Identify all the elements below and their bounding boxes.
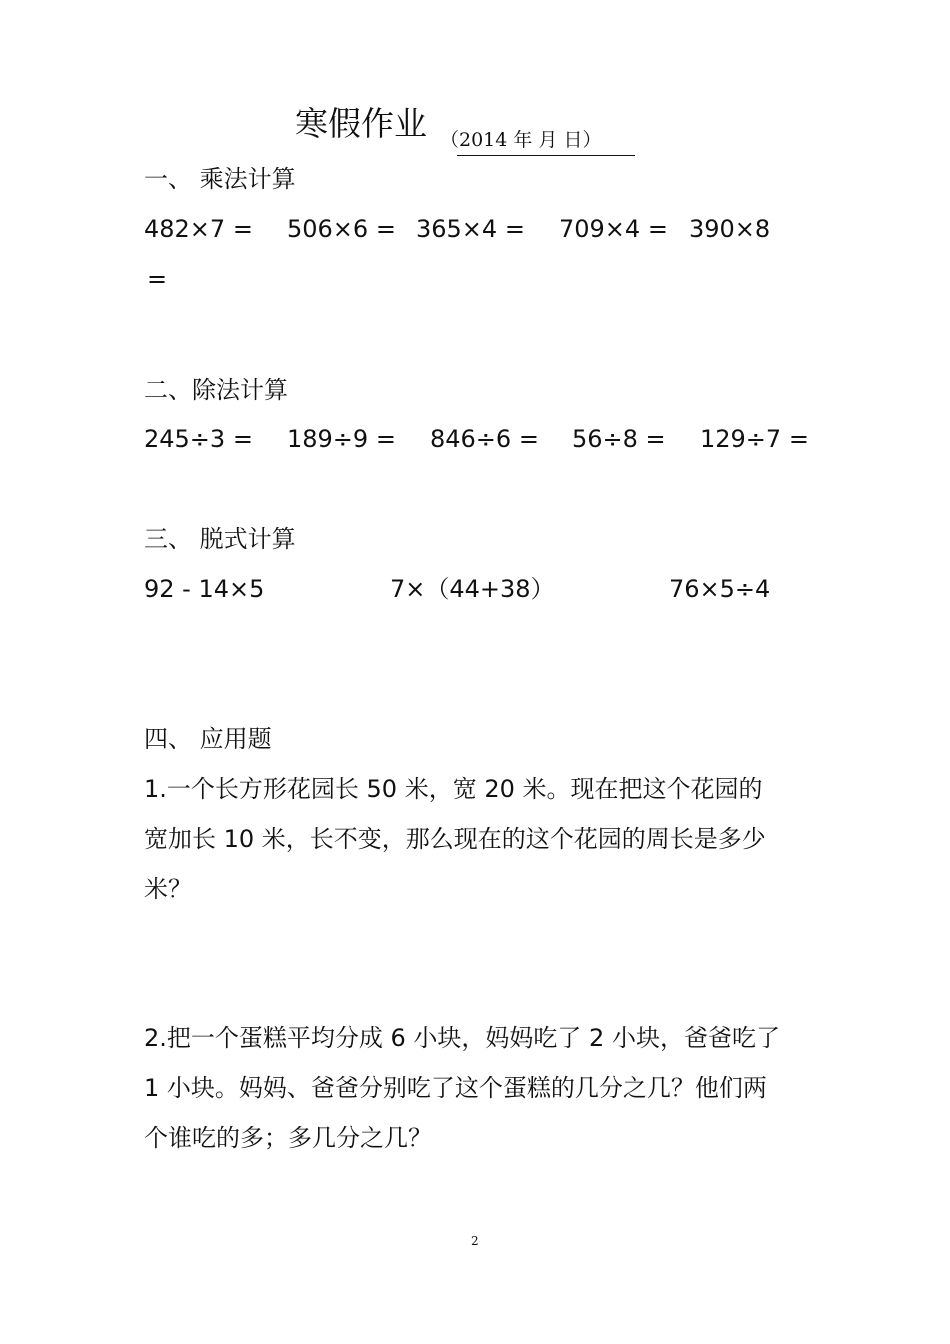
multiplication-problem: 482×7 = <box>144 215 253 243</box>
division-problem: 189÷9 = <box>287 425 396 453</box>
multiplication-problem: 506×6 = <box>287 215 396 243</box>
word-problem-2-line: 个谁吃的多；多几分之几？ <box>144 1124 432 1152</box>
multiplication-problem: 365×4 = <box>416 215 525 243</box>
division-problem: 846÷6 = <box>430 425 539 453</box>
mixed-calculation-problem: 7×（44+38） <box>390 575 555 603</box>
date-field: （2014 年 月 日） <box>440 129 602 151</box>
division-problem: 245÷3 = <box>144 425 253 453</box>
word-problem-2-line: 2.把一个蛋糕平均分成 6 小块，妈妈吃了 2 小块，爸爸吃了 <box>144 1024 780 1052</box>
word-problem-1-line: 宽加长 10 米，长不变，那么现在的这个花园的周长是多少 <box>144 825 766 853</box>
mixed-calculation-problem: 92 - 14×5 <box>144 575 265 603</box>
word-problem-1-line: 1.一个长方形花园长 50 米，宽 20 米。现在把这个花园的 <box>144 775 763 803</box>
page-number: 2 <box>471 1234 479 1248</box>
division-problem: 56÷8 = <box>572 425 666 453</box>
section-heading-division: 二、除法计算 <box>144 376 288 404</box>
mixed-calculation-problem: 76×5÷4 <box>669 575 771 603</box>
word-problem-1-line: 米？ <box>144 875 192 903</box>
word-problem-2-line: 1 小块。妈妈、爸爸分别吃了这个蛋糕的几分之几？他们两 <box>144 1074 767 1102</box>
section-heading-multiplication: 一、 乘法计算 <box>144 165 296 193</box>
date-underline <box>457 155 635 156</box>
multiplication-problem-wrap: = <box>147 265 168 293</box>
multiplication-problem: 709×4 = <box>559 215 668 243</box>
page-title: 寒假作业 <box>295 104 427 143</box>
section-heading-mixed-calculation: 三、 脱式计算 <box>144 525 296 553</box>
division-problem: 129÷7 = <box>700 425 809 453</box>
multiplication-problem: 390×8 <box>689 215 771 243</box>
section-heading-word-problems: 四、 应用题 <box>144 725 272 753</box>
